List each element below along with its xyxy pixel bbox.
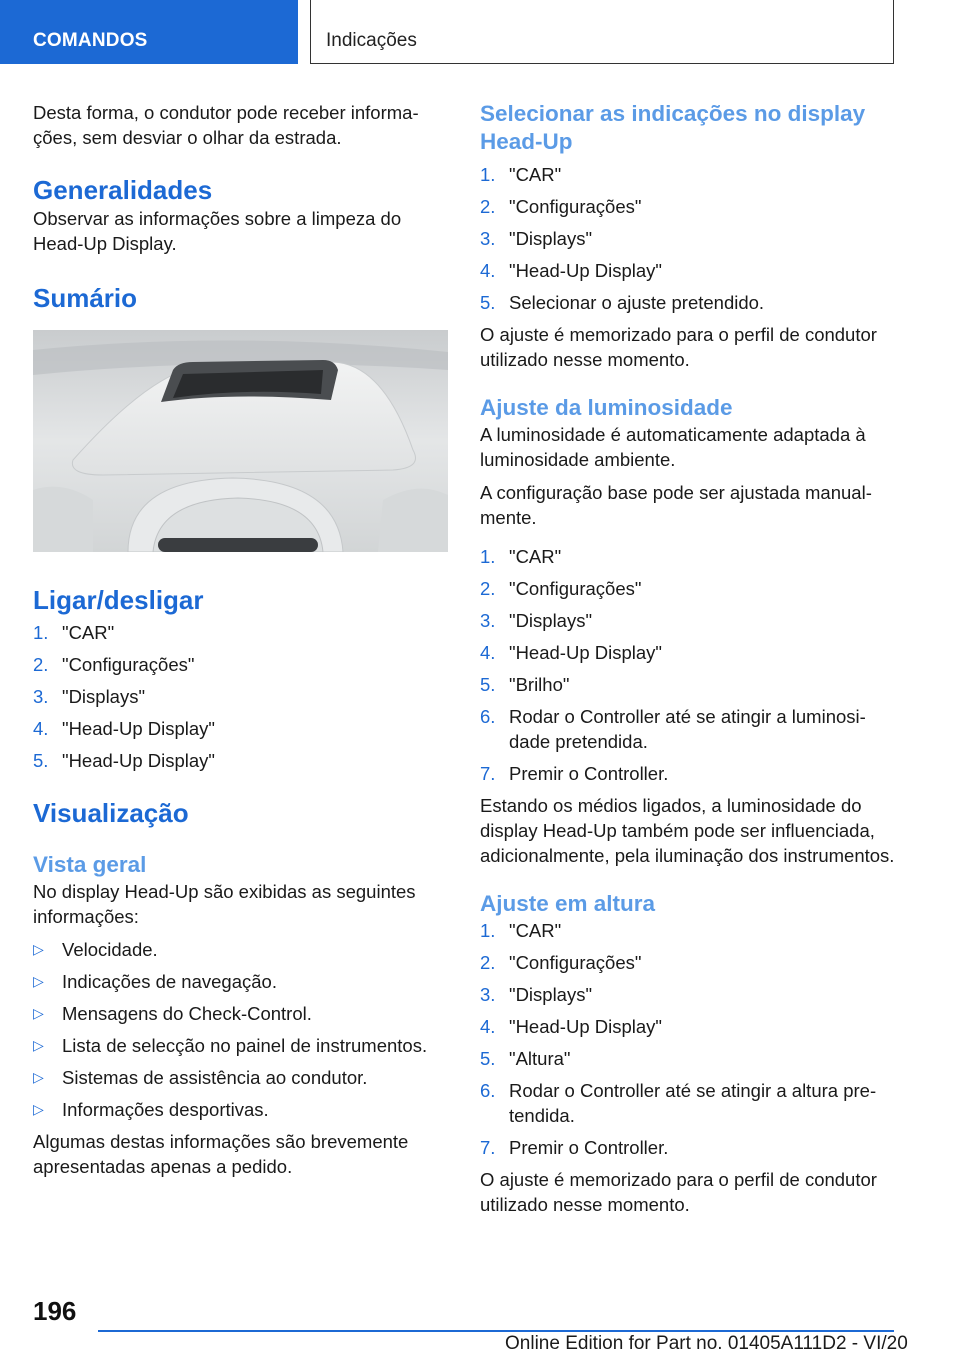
list-item: 3. "Displays" (33, 686, 146, 707)
triangle-bullet-icon: ▷ (33, 941, 44, 957)
selecionar-note: O ajuste é memorizado para o perfil de condutor utilizado nesse momento. (480, 324, 877, 370)
heading-generalidades: Generalidades (33, 175, 213, 205)
list-item: 6. Rodar o Controller até se atingir a luminosidade pretendida. (480, 706, 866, 752)
footer-divider (98, 1330, 894, 1332)
list-item: 5. Selecionar o ajuste pretendido. (480, 292, 765, 313)
list-item: 2. "Configurações" (480, 578, 642, 599)
heading-visualizacao: Visualização (33, 798, 189, 828)
subheading-vista-geral: Vista geral (33, 852, 147, 877)
left-column (33, 100, 448, 1187)
triangle-bullet-icon: ▷ (33, 1005, 44, 1021)
list-item: 1. "CAR" (480, 164, 562, 185)
altura-note: O ajuste é memorizado para o perfil de condutor utilizado nesse momento. (480, 1169, 877, 1215)
triangle-bullet-icon: ▷ (33, 1101, 44, 1117)
luminosidade-text-1: A luminosidade é automaticamente adaptada à luminosidade ambiente. (480, 424, 866, 470)
list-item: 2. "Configurações" (480, 196, 642, 217)
list-item: 4. "Head-Up Display" (33, 718, 215, 739)
selecionar-steps (480, 162, 895, 315)
heading-luminosidade: Ajuste da luminosidade (480, 395, 733, 420)
triangle-bullet-icon: ▷ (33, 973, 44, 989)
page-header (310, 0, 894, 64)
intro-paragraph: Desta forma, o condutor pode receber informações, sem desviar o olhar da estrada. (33, 102, 419, 148)
vista-geral-text: No display Head-Up são exibidas as seguintes informações: (33, 881, 416, 927)
list-item: ▷ Sistemas de assistência ao condutor. (33, 1067, 368, 1088)
list-item: 5. "Head-Up Display" (33, 750, 215, 771)
list-item: ▷ Mensagens do Check-Control. (33, 1003, 312, 1024)
heading-selecionar: Selecionar as indicações no display Head-Up (480, 101, 866, 154)
list-item: 2. "Configurações" (33, 654, 195, 675)
list-item: 6. Rodar o Controller até se atingir a altura pretendida. (480, 1080, 877, 1126)
list-item: 4. "Head-Up Display" (480, 260, 662, 281)
right-column (480, 100, 895, 1225)
list-item: ▷ Lista de selecção no painel de instrumentos. (33, 1035, 428, 1056)
list-item: 5. "Altura" (480, 1048, 571, 1069)
list-item: 3. "Displays" (480, 228, 593, 249)
closing-paragraph: Algumas destas informações são brevemente apresentadas apenas a pedido. (33, 1131, 409, 1177)
list-item: ▷ Informações desportivas. (33, 1099, 269, 1120)
section-label: COMANDOS (33, 30, 148, 51)
page-header-title: Indicações (326, 30, 417, 51)
footer-edition: Online Edition for Part no. 01405A111D2 - VI/20 (505, 1333, 908, 1354)
triangle-bullet-icon: ▷ (33, 1037, 44, 1053)
list-item: ▷ Velocidade. (33, 939, 158, 960)
list-item: 2. "Configurações" (480, 952, 642, 973)
heading-altura: Ajuste em altura (480, 891, 656, 916)
triangle-bullet-icon: ▷ (33, 1069, 44, 1085)
list-item: 5. "Brilho" (480, 674, 570, 695)
luminosidade-note: Estando os médios ligados, a luminosidade do display Head-Up também pode ser influenciada, adicionalmente, pela iluminação dos instrumentos. (480, 795, 895, 866)
head-up-display-photo (33, 330, 448, 552)
list-item: 4. "Head-Up Display" (480, 642, 662, 663)
ligar-steps (33, 620, 448, 773)
heading-sumario: Sumário (33, 283, 138, 313)
altura-steps (480, 918, 895, 1160)
list-item: 3. "Displays" (480, 610, 593, 631)
section-tab (0, 0, 298, 64)
list-item: 1. "CAR" (480, 920, 562, 941)
list-item: 7. Premir o Controller. (480, 1137, 669, 1158)
luminosidade-steps (480, 544, 895, 786)
list-item: 1. "CAR" (33, 622, 115, 643)
list-item: 3. "Displays" (480, 984, 593, 1005)
list-item: 1. "CAR" (480, 546, 562, 567)
list-item: 4. "Head-Up Display" (480, 1016, 662, 1037)
list-item: 7. Premir o Controller. (480, 763, 669, 784)
generalidades-text: Observar as informações sobre a limpeza do Head-Up Display. (33, 208, 402, 254)
luminosidade-text-2: A configuração base pode ser ajustada manualmente. (480, 482, 872, 528)
heading-ligar-desligar: Ligar/desligar (33, 585, 204, 615)
info-bullets (33, 937, 448, 1122)
page-number: 196 (33, 1296, 77, 1326)
list-item: ▷ Indicações de navegação. (33, 971, 277, 992)
